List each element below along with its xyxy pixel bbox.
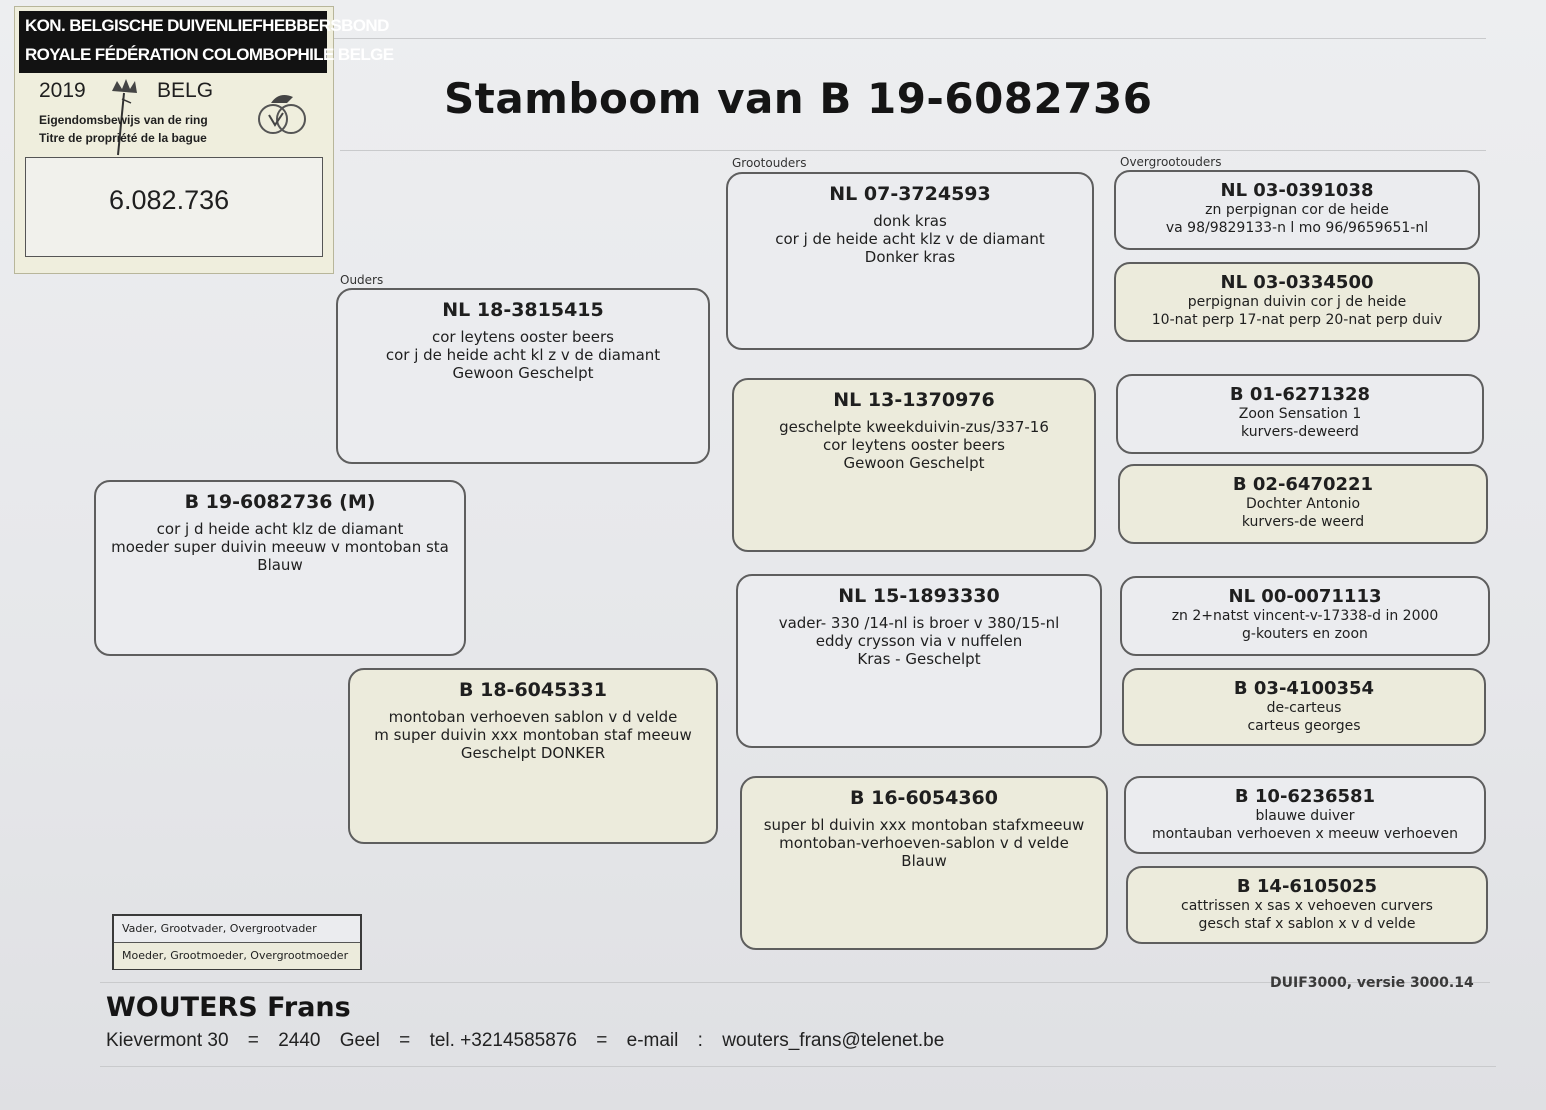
bird-info-line: kurvers-deweerd: [1241, 423, 1359, 440]
separator: :: [697, 1030, 703, 1051]
ring-number: NL 00-0071113: [1228, 586, 1382, 607]
bird-info-line: Donker kras: [864, 248, 956, 266]
bird-info-line: montoban verhoeven sablon v d velde: [388, 708, 678, 726]
bird-card-grandmother-paternal[interactable]: [732, 378, 1096, 552]
ring-number: NL 07-3724593: [829, 183, 991, 205]
bird-card-great-grandparent-8[interactable]: [1126, 866, 1488, 944]
bird-info-line: g-kouters en zoon: [1242, 625, 1368, 642]
bird-info-line: zn perpignan cor de heide: [1205, 202, 1389, 218]
bird-info-line: va 98/9829133-n l mo 96/9659651-nl: [1165, 219, 1429, 236]
owner-street: Kievermont 30: [106, 1030, 229, 1051]
ring-number: B 14-6105025: [1236, 876, 1378, 897]
ring-number: NL 15-1893330: [838, 585, 1000, 607]
bird-card-great-grandparent-1[interactable]: [1114, 170, 1480, 250]
bird-info-line: Gewoon Geschelpt: [452, 364, 594, 382]
bird-card-father[interactable]: [336, 288, 710, 464]
certificate-country: BELG: [157, 79, 214, 102]
bird-card-great-grandparent-3[interactable]: [1116, 374, 1484, 454]
legend-male: Vader, Grootvader, Overgrootvader: [114, 916, 360, 943]
bird-info-line: m super duivin xxx montoban staf meeuw: [374, 726, 692, 744]
certificate-ring-number: 6.082.736: [109, 185, 230, 215]
bird-info-line: perpignan duivin cor j de heide: [1187, 294, 1407, 310]
federation-seal-icon: [253, 85, 309, 141]
bird-info-line: donk kras: [873, 212, 947, 230]
ring-number: B 10-6236581: [1234, 786, 1376, 807]
bird-card-great-grandparent-4[interactable]: [1118, 464, 1488, 544]
bird-info-line: cor j de heide acht klz v de diamant: [775, 230, 1045, 248]
owner-postcode: 2440: [278, 1030, 321, 1051]
bird-card-subject[interactable]: [94, 480, 466, 656]
bird-info-line: carteus georges: [1247, 717, 1361, 734]
separator: =: [247, 1030, 259, 1051]
bird-card-mother[interactable]: [348, 668, 718, 844]
owner-email: wouters_frans@telenet.be: [722, 1030, 945, 1051]
certificate-line-fr: ROYALE FÉDÉRATION COLOMBOPHILE BELGE: [25, 45, 394, 64]
ring-number: B 02-6470221: [1232, 474, 1374, 495]
certificate-header: [19, 11, 394, 73]
ring-number: NL 18-3815415: [442, 299, 604, 321]
email-label: e-mail: [626, 1030, 679, 1051]
ring-number: NL 13-1370976: [833, 389, 995, 411]
bird-info-line: cor leytens ooster beers: [822, 436, 1005, 454]
bird-info-line: moeder super duivin meeuw v montoban sta: [111, 538, 449, 556]
bottom-rule: [100, 1066, 1496, 1067]
label-ouders: Ouders: [340, 273, 384, 287]
page-title: Stamboom van B 19-6082736: [444, 74, 1153, 123]
bird-info-line: vader- 330 /14-nl is broer v 380/15-nl: [778, 614, 1060, 632]
ring-certificate: [14, 6, 394, 274]
bird-info-line: eddy crysson via v nuffelen: [815, 632, 1023, 650]
bird-info-line: de-carteus: [1266, 700, 1342, 716]
bird-info-line: montauban verhoeven x meeuw verhoeven: [1151, 825, 1459, 842]
ring-number: B 01-6271328: [1229, 384, 1371, 405]
bird-info-line: Blauw: [901, 852, 947, 870]
bird-info-line: cor leytens ooster beers: [431, 328, 614, 346]
bird-info-line: kurvers-de weerd: [1241, 513, 1365, 530]
legend-female: Moeder, Grootmoeder, Overgrootmoeder: [114, 943, 360, 969]
color-legend: [112, 914, 362, 970]
owner-name: WOUTERS Frans: [106, 992, 351, 1023]
ring-number: B 18-6045331: [459, 679, 607, 701]
bird-info-line: Blauw: [257, 556, 303, 574]
bird-info-line: 10-nat perp 17-nat perp 20-nat perp duiv: [1151, 311, 1443, 328]
bird-info-line: Zoon Sensation 1: [1238, 406, 1362, 422]
bird-info-line: cor j de heide acht kl z v de diamant: [385, 346, 661, 364]
bird-card-great-grandparent-6[interactable]: [1122, 668, 1486, 746]
bird-card-grandfather-paternal[interactable]: [726, 172, 1094, 350]
bird-card-great-grandparent-2[interactable]: [1114, 262, 1480, 342]
bird-info-line: geschelpte kweekduivin-zus/337-16: [779, 418, 1049, 436]
owner-contact: [106, 1030, 958, 1052]
owner-city: Geel: [339, 1030, 380, 1051]
owner-phone: tel. +3214585876: [429, 1030, 577, 1051]
separator: =: [399, 1030, 411, 1051]
certificate-text-nl: Eigendomsbewijs van de ring: [39, 113, 208, 127]
certificate-text-fr: Titre de propriété de la bague: [39, 131, 207, 145]
bird-info-line: zn 2+natst vincent-v-17338-d in 2000: [1171, 608, 1439, 624]
label-grootouders: Grootouders: [732, 156, 807, 170]
bird-info-line: montoban-verhoeven-sablon v d velde: [779, 834, 1069, 852]
bird-info-line: blauwe duiver: [1255, 808, 1355, 824]
bird-info-line: super bl duivin xxx montoban stafxmeeuw: [763, 816, 1085, 834]
bird-info-line: cor j d heide acht klz de diamant: [156, 520, 404, 538]
certificate-year: 2019: [39, 79, 86, 102]
bird-card-great-grandparent-5[interactable]: [1120, 576, 1490, 656]
top-rule: [330, 38, 1486, 39]
ring-number: NL 03-0391038: [1220, 180, 1374, 201]
bird-info-line: Geschelpt DONKER: [460, 744, 606, 762]
bird-info-line: Gewoon Geschelpt: [843, 454, 985, 472]
bird-info-line: Dochter Antonio: [1245, 496, 1361, 512]
bird-card-grandmother-maternal[interactable]: [740, 776, 1108, 950]
bird-info-line: Kras - Geschelpt: [857, 650, 981, 668]
bird-info-line: gesch staf x sablon x v d velde: [1198, 915, 1416, 932]
header-rule: [340, 150, 1486, 151]
software-version: DUIF3000, versie 3000.14: [1270, 975, 1474, 991]
ring-number: B 03-4100354: [1233, 678, 1375, 699]
bird-card-grandfather-maternal[interactable]: [736, 574, 1102, 748]
ring-number: NL 03-0334500: [1220, 272, 1374, 293]
bird-card-great-grandparent-7[interactable]: [1124, 776, 1486, 854]
bird-info-line: cattrissen x sas x vehoeven curvers: [1181, 898, 1433, 914]
certificate-line-nl: KON. BELGISCHE DUIVENLIEFHEBBERSBOND: [25, 16, 389, 35]
separator: =: [596, 1030, 608, 1051]
ring-number: B 16-6054360: [850, 787, 998, 809]
label-overgrootouders: Overgrootouders: [1120, 155, 1222, 169]
ring-number: B 19-6082736 (M): [184, 491, 376, 513]
